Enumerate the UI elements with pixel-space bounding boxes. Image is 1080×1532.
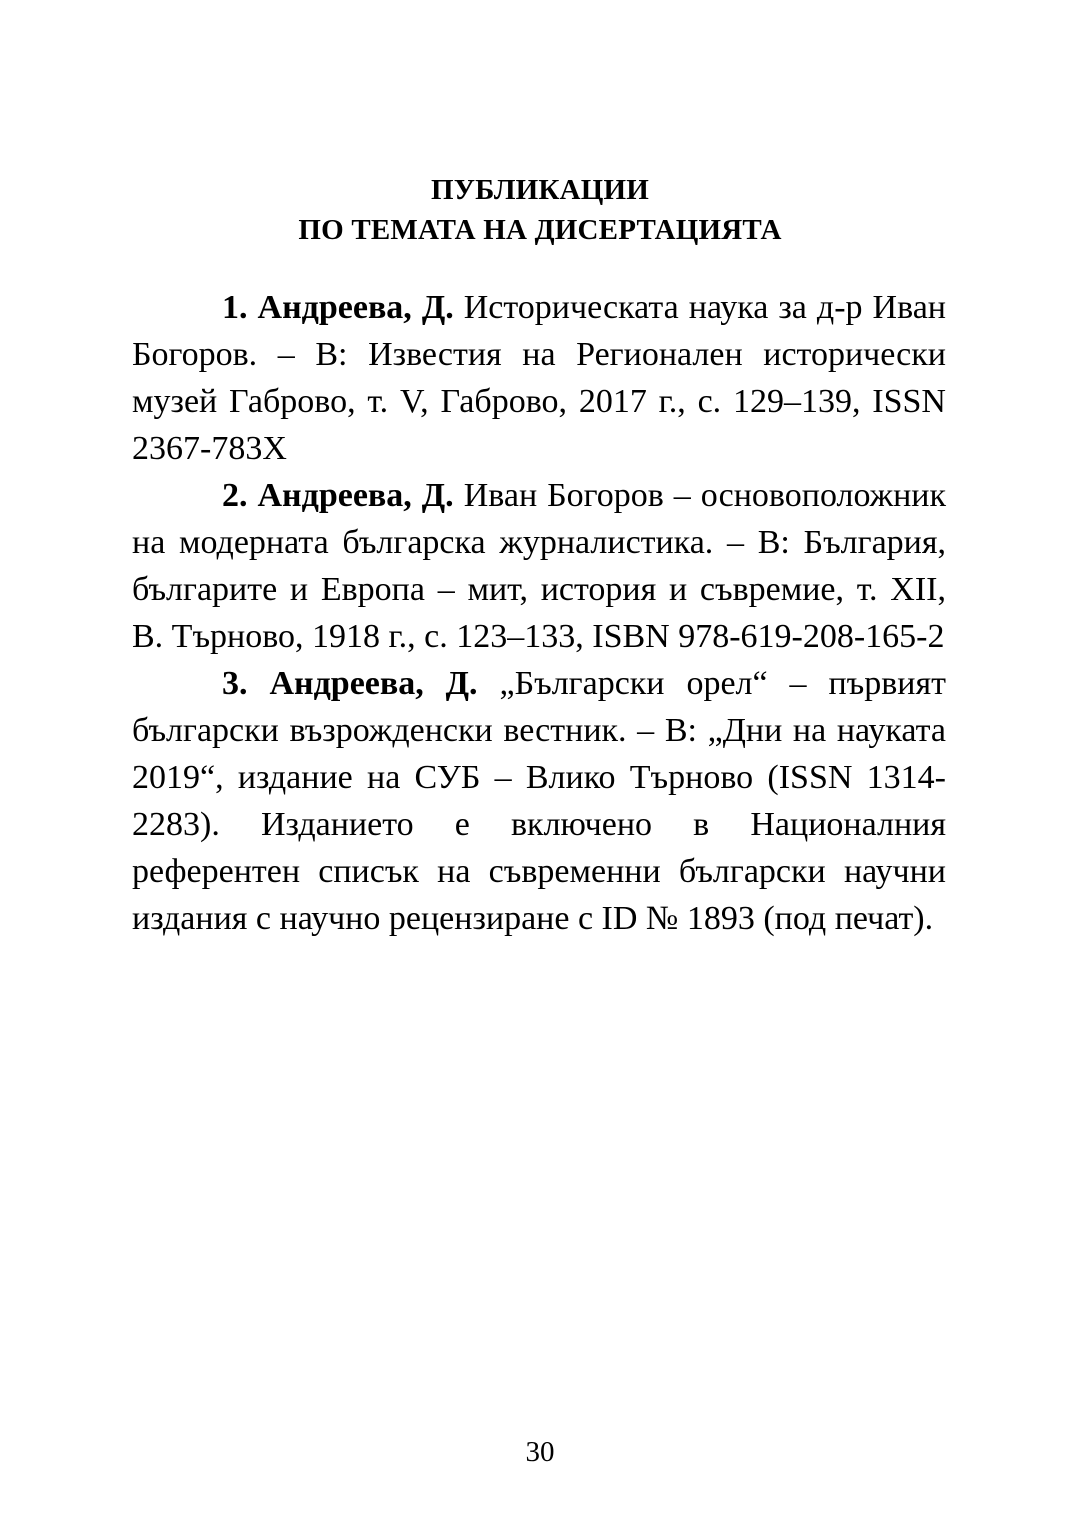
publication-item [132,660,946,942]
publication-list [132,284,946,942]
publication-number: 1. [222,289,248,326]
heading-line-1: ПУБЛИКАЦИИ [430,174,650,206]
publication-text: „Български орел“ – първият български възрожденски вестник. – В: „Дни на науката 2019“, издание на СУБ – Влико Търново (ISSN 1314-2283). Изданието е включено в Националния референтен списък на съвременни български научни издания с научно рецензиране с ID № 1893 (под печат). [132,665,946,937]
publication-item [132,284,946,472]
publication-number: 3. [222,665,248,702]
publication-text: Историческата наука за д-р Иван Богоров. – В: Известия на Регионален исторически музей Габрово, т. V, Габрово, 2017 г., с. 129–139, ISSN 2367-783X [132,289,946,467]
publication-number: 2. [222,477,248,514]
section-heading [0,170,1080,250]
publication-author: Андреева, Д. [269,665,478,702]
publication-author: Андреева, Д. [257,289,454,326]
heading-line-2: ПО ТЕМАТА НА ДИСЕРТАЦИЯТА [298,214,782,246]
publication-text: Иван Богоров – основоположник на модерната българска журналистика. – В: България, българите и Европа – мит, история и съвремие, т. XII, В. Търново, 1918 г., с. 123–133, ISBN 978-619-208-165-2 [132,477,947,655]
publication-author: Андреева, Д. [257,477,454,514]
publication-item [132,472,946,660]
page-number: 30 [525,1436,555,1468]
